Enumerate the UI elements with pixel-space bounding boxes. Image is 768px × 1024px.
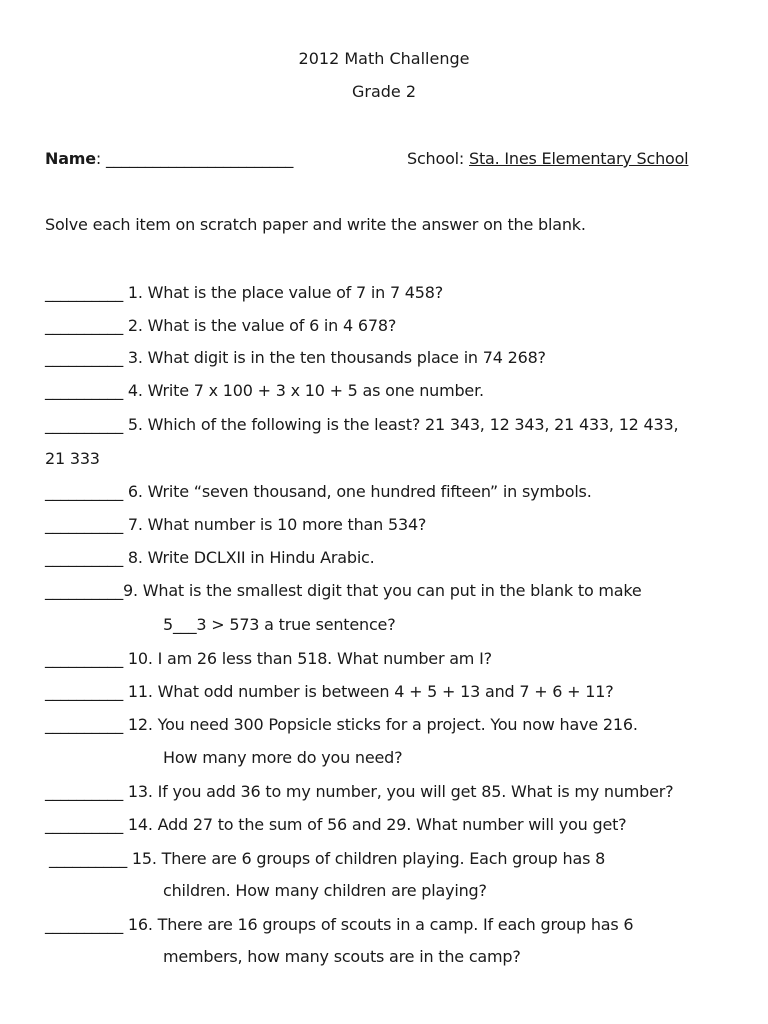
question-11: __________ 11. What odd number is between 4 + 5 + 13 and 7 + 6 + 11? bbox=[45, 682, 614, 701]
question-1: __________ 1. What is the place value of 7 in 7 458? bbox=[45, 283, 444, 302]
question-13: __________ 13. If you add 36 to my number, you will get 85. What is my number? bbox=[45, 782, 674, 801]
question-9-continued: 5___3 > 573 a true sentence? bbox=[163, 615, 396, 634]
name-label: Name bbox=[45, 149, 96, 168]
school-value: Sta. Ines Elementary School bbox=[469, 149, 689, 168]
question-4: __________ 4. Write 7 x 100 + 3 x 10 + 5 as one number. bbox=[45, 381, 484, 400]
name-row bbox=[45, 149, 293, 169]
question-8: __________ 8. Write DCLXII in Hindu Arabic. bbox=[45, 548, 375, 567]
question-3: __________ 3. What digit is in the ten thousands place in 74 268? bbox=[45, 348, 546, 367]
question-12-continued: How many more do you need? bbox=[163, 748, 403, 767]
question-16: __________ 16. There are 16 groups of scouts in a camp. If each group has 6 bbox=[45, 915, 634, 934]
question-15-continued: children. How many children are playing? bbox=[163, 881, 487, 900]
worksheet-title: 2012 Math Challenge bbox=[298, 49, 470, 68]
question-15: __________ 15. There are 6 groups of children playing. Each group has 8 bbox=[49, 849, 606, 868]
question-9: __________9. What is the smallest digit that you can put in the blank to make bbox=[45, 581, 642, 600]
question-2: __________ 2. What is the value of 6 in 4 678? bbox=[45, 316, 397, 335]
question-16-continued: members, how many scouts are in the camp? bbox=[163, 947, 521, 966]
school-label: School: bbox=[407, 149, 469, 168]
question-12: __________ 12. You need 300 Popsicle sticks for a project. You now have 216. bbox=[45, 715, 638, 734]
question-5: __________ 5. Which of the following is the least? 21 343, 12 343, 21 433, 12 433, bbox=[45, 415, 679, 434]
question-14: __________ 14. Add 27 to the sum of 56 and 29. What number will you get? bbox=[45, 815, 627, 834]
question-10: __________ 10. I am 26 less than 518. What number am I? bbox=[45, 649, 492, 668]
school-row bbox=[407, 149, 688, 169]
name-blank: : ________________________ bbox=[95, 149, 294, 168]
worksheet-grade: Grade 2 bbox=[351, 82, 417, 101]
question-7: __________ 7. What number is 10 more than 534? bbox=[45, 515, 427, 534]
question-6: __________ 6. Write “seven thousand, one hundred fifteen” in symbols. bbox=[45, 482, 592, 501]
question-5-continued: 21 333 bbox=[45, 449, 100, 468]
instructions: Solve each item on scratch paper and write the answer on the blank. bbox=[45, 215, 586, 234]
